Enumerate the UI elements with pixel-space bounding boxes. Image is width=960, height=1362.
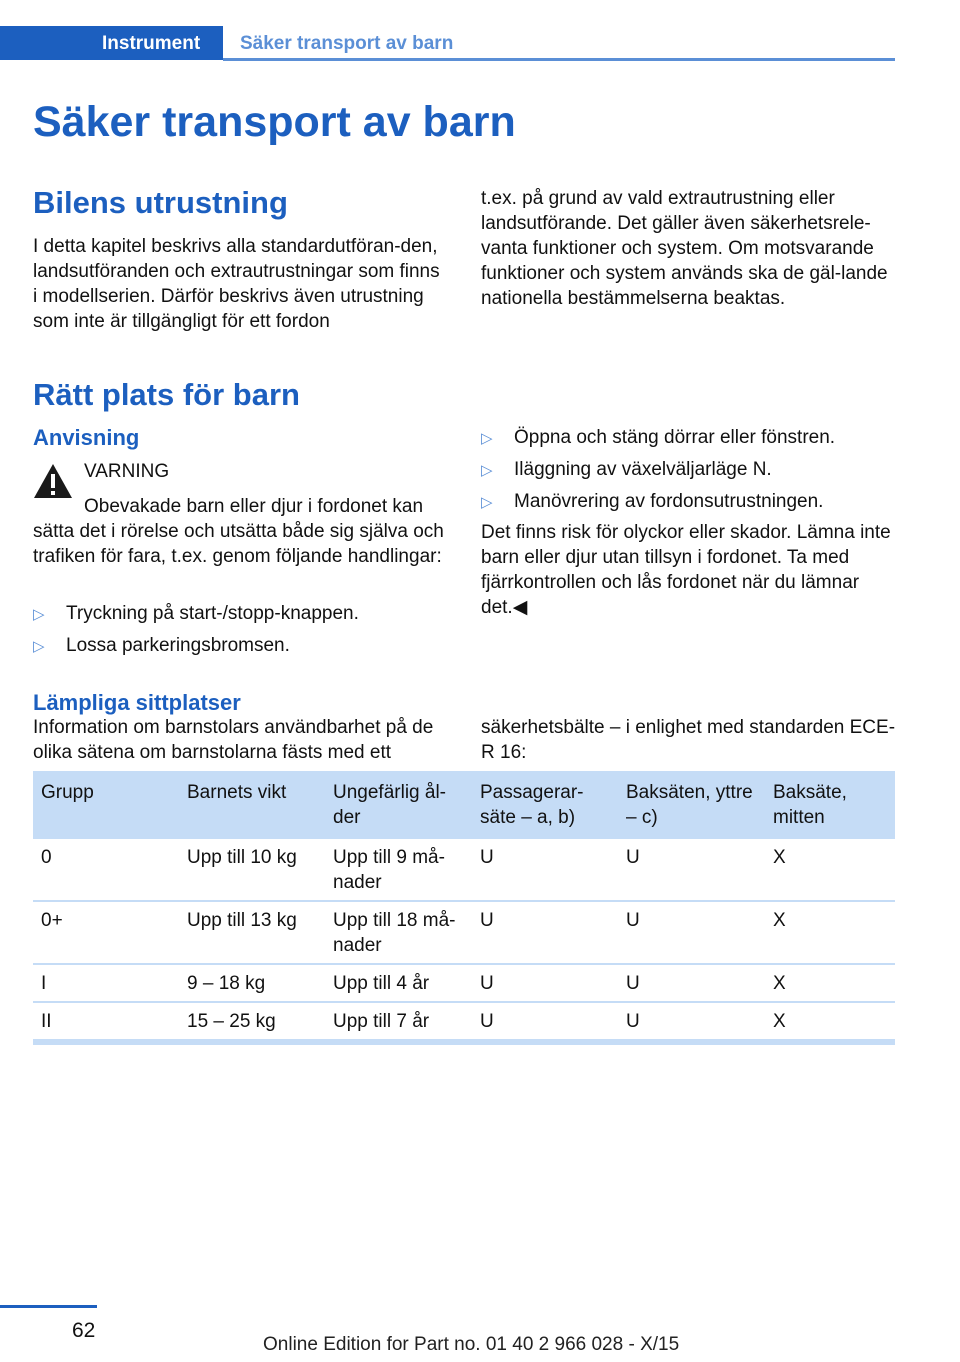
list-item bbox=[33, 633, 448, 658]
table-cell: Upp till 7 år bbox=[325, 1002, 472, 1042]
table-cell: II bbox=[33, 1002, 179, 1042]
list-item-text: Tryckning på start-/stopp-knappen. bbox=[66, 603, 359, 624]
table-row bbox=[33, 901, 895, 964]
list-item bbox=[481, 425, 896, 450]
table-cell: Upp till 9 må-nader bbox=[325, 839, 472, 901]
table-cell: U bbox=[472, 839, 618, 901]
table-cell: Upp till 13 kg bbox=[179, 901, 325, 964]
equipment-text-right: t.ex. på grund av vald extrautrustning eller landsutförande. Det gäller även säkerhetsrele-vanta funktioner och system. Om motsvarande funktioner och system används ska de gäl-lande nationella bestämmelserna beaktas. bbox=[481, 188, 888, 309]
closing-text: Det finns risk för olyckor eller skador. Lämna inte barn eller djur utan tillsyn i fordonet. Ta med fjärrkontrollen och lås fordonet när du lämnar det.◀ bbox=[481, 522, 891, 618]
table-cell: U bbox=[618, 901, 765, 964]
table-cell: U bbox=[472, 964, 618, 1002]
table-header-row bbox=[33, 771, 895, 839]
column-header: Ungefärlig ål-der bbox=[325, 771, 472, 839]
header-underline bbox=[223, 58, 895, 61]
table-cell: Upp till 18 må-nader bbox=[325, 901, 472, 964]
table-cell: 9 – 18 kg bbox=[179, 964, 325, 1002]
table-row bbox=[33, 1002, 895, 1042]
triangle-bullet-icon: ▷ bbox=[481, 462, 493, 479]
column-header: Baksäte, mitten bbox=[765, 771, 895, 839]
notice-heading: Anvisning bbox=[33, 425, 140, 450]
page-header bbox=[0, 26, 895, 62]
table-cell: 0+ bbox=[33, 901, 179, 964]
seating-table bbox=[33, 771, 895, 1045]
column-header: Passagerar-säte – a, b) bbox=[472, 771, 618, 839]
list-item-text: Lossa parkeringsbromsen. bbox=[66, 635, 290, 656]
header-section-label: Instrument bbox=[102, 33, 201, 54]
page-number: 62 bbox=[72, 1319, 96, 1342]
table-cell: Upp till 4 år bbox=[325, 964, 472, 1002]
table-cell: X bbox=[765, 839, 895, 901]
seating-heading: Lämpliga sittplatser bbox=[33, 690, 241, 715]
table-cell: I bbox=[33, 964, 179, 1002]
seating-intro-left: Information om barnstolars användbarhet på de olika sätena om barnstolarna fästs med ett bbox=[33, 717, 434, 763]
table-cell: U bbox=[618, 964, 765, 1002]
table-cell: U bbox=[618, 1002, 765, 1042]
list-item-text: Iläggning av växelväljarläge N. bbox=[514, 459, 772, 480]
triangle-bullet-icon: ▷ bbox=[481, 494, 493, 511]
page-title: Säker transport av barn bbox=[33, 98, 516, 146]
right-place-heading: Rätt plats för barn bbox=[33, 377, 300, 412]
table-row bbox=[33, 839, 895, 901]
list-item bbox=[481, 489, 896, 514]
seating-intro-right: säkerhetsbälte – i enlighet med standarden ECE-R 16: bbox=[481, 717, 896, 763]
bullet-list-left bbox=[33, 601, 448, 665]
table-cell: 0 bbox=[33, 839, 179, 901]
triangle-bullet-icon: ▷ bbox=[481, 430, 493, 447]
column-header: Grupp bbox=[33, 771, 179, 839]
list-item bbox=[33, 601, 448, 626]
table-cell: X bbox=[765, 964, 895, 1002]
equipment-heading: Bilens utrustning bbox=[33, 185, 288, 220]
equipment-text-left: I detta kapitel beskrivs alla standardutföran-den, landsutföranden och extrautrustningar som finns i modellserien. Därför beskrivs även utrustning som inte är tillgängligt för ett fordon bbox=[33, 236, 440, 332]
table-cell: X bbox=[765, 901, 895, 964]
header-section-tab[interactable] bbox=[0, 26, 223, 60]
list-item-text: Öppna och stäng dörrar eller fönstren. bbox=[514, 427, 836, 448]
table-cell: U bbox=[618, 839, 765, 901]
triangle-bullet-icon: ▷ bbox=[33, 638, 45, 655]
list-item-text: Manövrering av fordonsutrustningen. bbox=[514, 491, 824, 512]
warning-title: VARNING bbox=[84, 461, 170, 482]
header-chapter-label[interactable]: Säker transport av barn bbox=[240, 33, 454, 54]
bullet-list-right bbox=[481, 425, 896, 521]
table-cell: X bbox=[765, 1002, 895, 1042]
table-cell: U bbox=[472, 901, 618, 964]
list-item bbox=[481, 457, 896, 482]
footer-edition-text: Online Edition for Part no. 01 40 2 966 028 - X/15 bbox=[263, 1334, 680, 1355]
warning-text: Obevakade barn eller djur i fordonet kan sätta det i rörelse och utsätta både sig själva och trafiken för fara, t.ex. genom följande handlingar: bbox=[33, 496, 444, 567]
table-row bbox=[33, 964, 895, 1002]
column-header: Barnets vikt bbox=[179, 771, 325, 839]
table-cell: Upp till 10 kg bbox=[179, 839, 325, 901]
triangle-bullet-icon: ▷ bbox=[33, 606, 45, 623]
column-header: Baksäten, yttre – c) bbox=[618, 771, 765, 839]
table-cell: U bbox=[472, 1002, 618, 1042]
table-cell: 15 – 25 kg bbox=[179, 1002, 325, 1042]
page-number-rule bbox=[0, 1305, 97, 1308]
